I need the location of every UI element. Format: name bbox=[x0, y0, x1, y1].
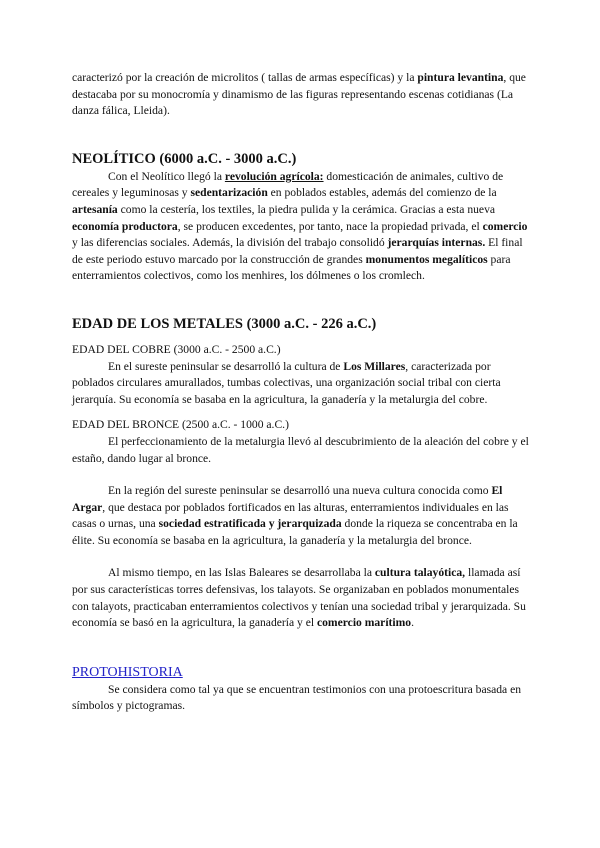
bold-term: artesanía bbox=[72, 202, 118, 216]
neolithic-paragraph: Con el Neolítico llegó la revolución agrícola: domesticación de animales, cultivo de cereales y leguminosas y sedentarización en poblados estables, además del comienzo de la artesanía como la cestería, los textiles, la piedra pulida y la cerámica. Gracias a esta nueva economía productora, se producen excedentes, por tanto, nace la propiedad privada, el comercio y las diferencias sociales. Además, la división del trabajo consolidó jerarquías internas. El final de este periodo estuvo marcado por la construcción de grandes monumentos megalíticos para enterramientos colectivos, como los menhires, los dólmenes o los cromlech. bbox=[72, 169, 528, 283]
bold-term: economía productora bbox=[72, 219, 178, 233]
protohistory-heading[interactable]: PROTOHISTORIA bbox=[72, 664, 183, 680]
protohistory-paragraph: Se considera como tal ya que se encuentran testimonios con una protoescritura basada en símbolos y pictogramas. bbox=[72, 682, 522, 713]
bold-term: pintura levantina bbox=[417, 71, 504, 84]
paleolithic-paragraph-end: caracterizó por la creación de microlitos ( tallas de armas específicas) y la pintura levantina, que destacaba por su monocromía y dinamismo de las figuras representando escenas cotidianas (La danza fálica, Lleida). bbox=[72, 71, 526, 118]
bold-term: monumentos megalíticos bbox=[365, 252, 488, 266]
bold-term: comercio bbox=[482, 219, 528, 233]
bold-term: sociedad estratificada y jerarquizada bbox=[158, 517, 342, 531]
document-page bbox=[72, 70, 532, 715]
bronze-age-paragraph-2: En la región del sureste peninsular se desarrolló una nueva cultura conocida como El Argar, que destaca por poblados fortificados en las alturas, enterramientos individuales en las casas o urnas, una sociedad estratificada y jerarquizada donde la riqueza se concentraba en la élite. Su economía se basaba en la agricultura, la ganadería y la metalurgia del bronce. bbox=[72, 484, 518, 547]
copper-age-subheading: EDAD DEL COBRE (3000 a.C. - 2500 a.C.) bbox=[72, 342, 281, 356]
copper-age-paragraph: En el sureste peninsular se desarrolló la cultura de Los Millares, caracterizada por poblados circulares amurallados, tumbas colectivas, una organización social tribal con cierta jerarquía. Su economía se basaba en la agricultura, la ganadería y la metalurgia del cobre. bbox=[72, 359, 501, 406]
protohistory-link[interactable] bbox=[72, 664, 532, 682]
bold-term: jerarquías internas. bbox=[387, 236, 486, 250]
bronze-age-paragraph-1: El perfeccionamiento de la metalurgia llevó al descubrimiento de la aleación del cobre y el estaño, dando lugar al bronce. bbox=[72, 434, 529, 465]
metals-heading: EDAD DE LOS METALES (3000 a.C. - 226 a.C.) bbox=[72, 315, 377, 332]
neolithic-heading: NEOLÍTICO (6000 a.C. - 3000 a.C.) bbox=[72, 150, 297, 167]
bold-term: cultura talayótica, bbox=[374, 566, 466, 580]
bold-term: revolución agrícola: bbox=[224, 169, 324, 183]
bronze-age-subheading: EDAD DEL BRONCE (2500 a.C. - 1000 a.C.) bbox=[72, 418, 289, 432]
bold-term: Los Millares bbox=[343, 359, 406, 373]
bronze-age-paragraph-3: Al mismo tiempo, en las Islas Baleares se desarrollaba la cultura talayótica, llamada así por sus características torres defensivas, los talayots. Se organizaban en poblados monumentales con talayots, practicaban enterramientos colectivos y tenían una sociedad tribal y jerarquizada. Su economía se basó en la agricultura, la ganadería y el comercio marítimo. bbox=[72, 566, 526, 630]
bold-term: El Argar bbox=[72, 484, 503, 514]
bold-term: sedentarización bbox=[190, 186, 268, 200]
bold-term: comercio marítimo bbox=[316, 616, 412, 630]
